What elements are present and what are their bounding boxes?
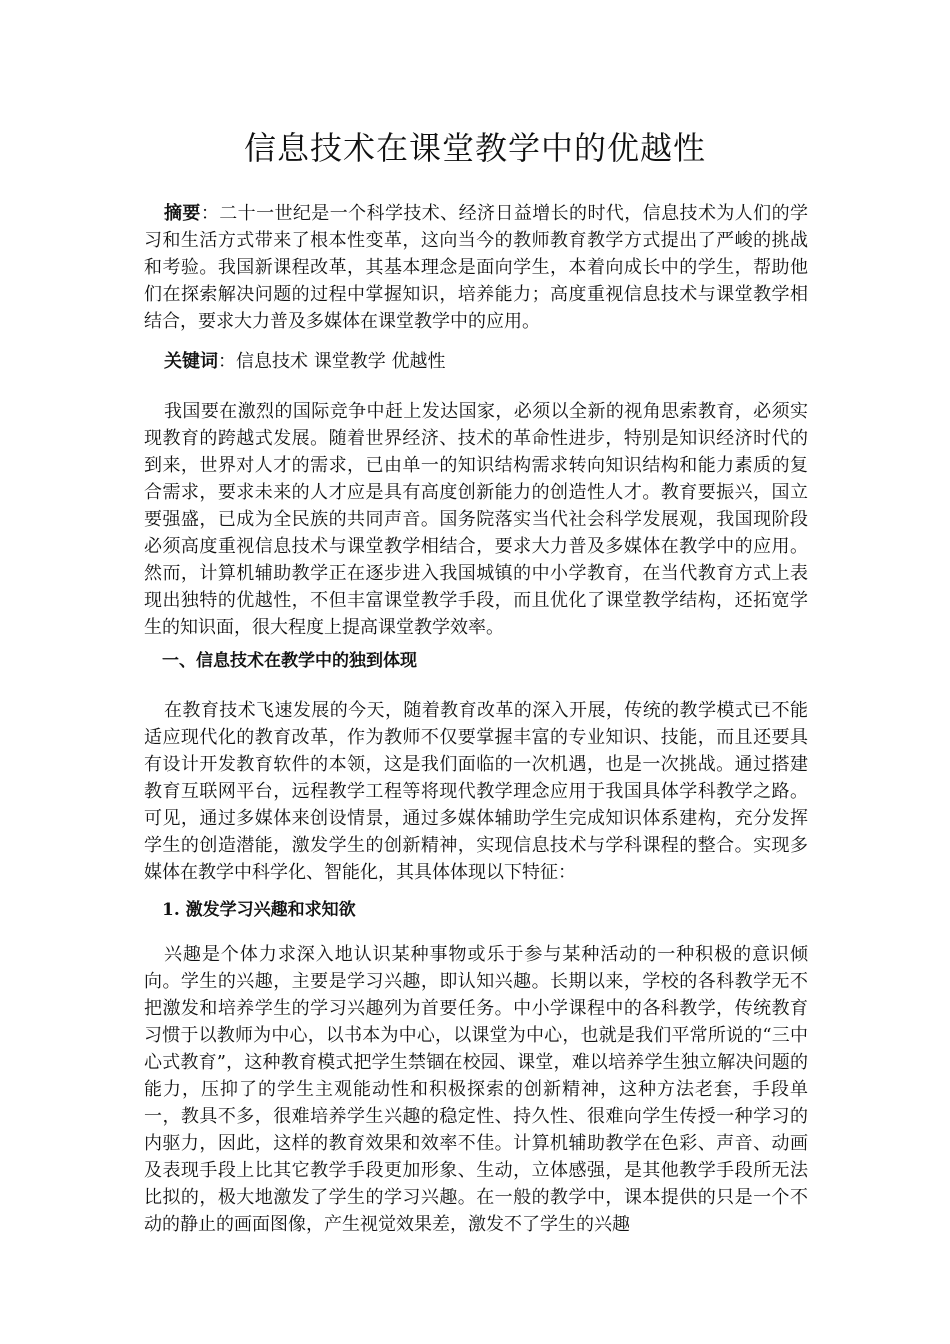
page-title: 信息技术在课堂教学中的优越性 [243, 129, 706, 167]
section-1-paragraph: 在教育技术飞速发展的今天，随着教育改革的深入开展，传统的教学模式已不能适应现代化的教育改革，作为教师不仅要掌握丰富的专业知识、技能，而且还要具有设计开发教育软件的本领，这是我们面临的一次机遇，也是一次挑战。通过搭建教育互联网平台，远程教学工程等将现代教学理念应用于我国具体学科教学之路。可见，通过多媒体来创设情景，通过多媒体辅助学生完成知识体系建构，充分发挥学生的创造潜能，激发学生的创新精神，实现信息技术与学科课程的整合。实现多媒体在教学中科学化、智能化，其具体体现以下特征： [144, 700, 808, 883]
abstract-paragraph [144, 200, 808, 335]
subsection-heading-1: 1. 激发学习兴趣和求知欲 [162, 900, 356, 920]
abstract-text: ：二十一世纪是一个科学技术、经济日益增长的时代，信息技术为人们的学习和生活方式带来了根本性变革，这向当今的教师教育教学方式提出了严峻的挑战和考验。我国新课程改革，其基本理念是面向学生，本着向成长中的学生，帮助他们在探索解决问题的过程中掌握知识，培养能力；高度重视信息技术与课堂教学相结合，要求大力普及多媒体在课堂教学中的应用。 [144, 203, 809, 332]
keywords-paragraph [144, 348, 808, 375]
keywords-label: 关键词 [164, 351, 218, 372]
section-heading-1: 一、信息技术在教学中的独到体现 [162, 651, 417, 671]
intro-paragraph: 我国要在激烈的国际竞争中赶上发达国家，必须以全新的视角思索教育，必须实现教育的跨越式发展。随着世界经济、技术的革命性进步，特别是知识经济时代的到来，世界对人才的需求，已由单一的知识结构需求转向知识结构和能力素质的复合需求，要求未来的人才应是具有高度创新能力的创造性人才。教育要振兴，国立要强盛，已成为全民族的共同声音。国务院落实当代社会科学发展观，我国现阶段必须高度重视信息技术与课堂教学相结合，要求大力普及多媒体在教学中的应用。然而，计算机辅助教学正在逐步进入我国城镇的中小学教育，在当代教育方式上表现出独特的优越性，不但丰富课堂教学手段，而且优化了课堂教学结构，还拓宽学生的知识面，很大程度上提高课堂教学效率。 [144, 401, 808, 638]
keywords-text: ：信息技术 课堂教学 优越性 [218, 351, 446, 372]
subsection-1-paragraph: 兴趣是个体力求深入地认识某种事物或乐于参与某种活动的一种积极的意识倾向。学生的兴趣，主要是学习兴趣，即认知兴趣。长期以来，学校的各科教学无不把激发和培养学生的学习兴趣列为首要任务。中小学课程中的各科教学，传统教育习惯于以教师为中心，以书本为中心，以课堂为中心，也就是我们平常所说的“三中心式教育”，这种教育模式把学生禁锢在校园、课堂，难以培养学生独立解决问题的能力，压抑了的学生主观能动性和积极探索的创新精神，这种方法老套，手段单一，教具不多，很难培养学生兴趣的稳定性、持久性、很难向学生传授一种学习的内驱力，因此，这样的教育效果和效率不佳。计算机辅助教学在色彩、声音、动画及表现手段上比其它教学手段更加形象、生动，立体感强，是其他教学手段所无法比拟的，极大地激发了学生的学习兴趣。在一般的教学中，课本提供的只是一个不动的静止的画面图像，产生视觉效果差，激发不了学生的兴趣 [144, 944, 808, 1235]
abstract-label: 摘要 [164, 203, 201, 224]
